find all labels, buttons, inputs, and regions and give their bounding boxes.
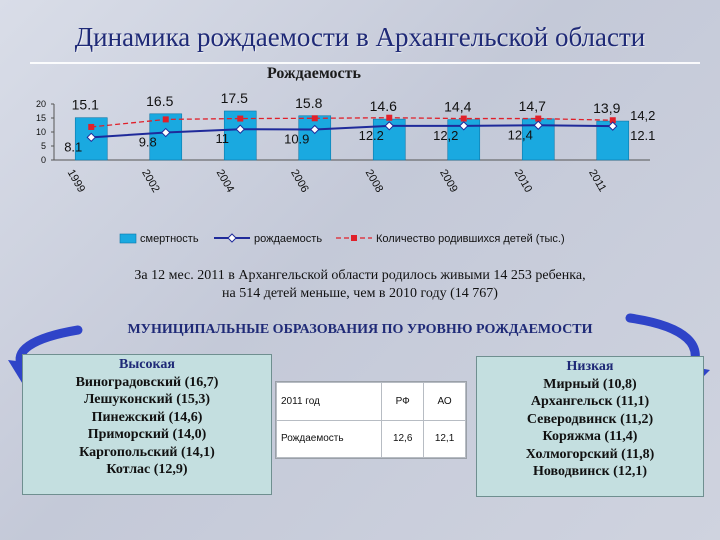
bar-value-label: 15.1 (71, 96, 99, 113)
bar-value-label: 15.8 (295, 94, 323, 111)
children-count-value-label: 14,2 (630, 108, 656, 124)
slide-title: Динамика рождаемости в Архангельской области (74, 22, 646, 52)
birth-rate-value-label: 9.8 (138, 134, 157, 150)
low-item: Коряжма (11,4) (542, 429, 638, 444)
legend-label-mortality: смертность (140, 233, 199, 245)
comparison-ao-header: АО (424, 383, 466, 421)
birth-rate-value-label: 10.9 (284, 131, 310, 147)
low-birth-rate-box (476, 356, 704, 497)
high-heading: Высокая (119, 357, 175, 372)
x-tick-label: 2004 (213, 167, 237, 195)
comparison-table (275, 381, 467, 459)
y-tick-label: 0 (40, 155, 46, 165)
bar-value-label: 16.5 (146, 92, 174, 109)
x-tick-label: 2008 (362, 167, 386, 195)
comparison-rf-header: РФ (382, 383, 424, 421)
y-tick-label: 20 (35, 99, 46, 109)
comparison-ao-value: 12,1 (424, 420, 466, 458)
comparison-year-cell: 2011 год (277, 383, 382, 421)
low-item: Северодвинск (11,2) (526, 411, 654, 427)
summary-line-2: на 514 детей меньше, чем в 2010 году (14 767) (222, 286, 498, 301)
high-birth-rate-box (22, 354, 272, 495)
birth-rate-value-label: 8.1 (64, 139, 83, 155)
bar-value-label: 14,7 (518, 97, 546, 114)
birth-rate-value-label: 12,2 (433, 127, 459, 143)
birth-rate-value-label: 12.2 (358, 127, 384, 143)
bar-value-label: 17.5 (220, 90, 248, 106)
x-tick-label: 2006 (288, 167, 311, 195)
birth-rate-value-label: 12,4 (507, 127, 533, 143)
high-item: Виноградовский (16,7) (75, 374, 219, 390)
summary-line-1: За 12 мес. 2011 в Архангельской области родилось живыми 14 253 ребенка, (134, 268, 586, 283)
birth-rate-value-label: 12.1 (630, 128, 656, 144)
low-item: Архангельск (11,1) (530, 394, 650, 409)
legend-label-birth-rate: рождаемость (254, 233, 323, 245)
bar-value-label: 13,9 (593, 100, 621, 117)
high-item: Пинежский (14,6) (91, 409, 203, 425)
comparison-header-row (277, 383, 466, 421)
x-tick-label: 2002 (139, 167, 162, 195)
low-item: Холмогорский (11,8) (525, 446, 655, 462)
y-tick-label: 10 (35, 127, 46, 137)
x-tick-label: 1999 (64, 167, 88, 195)
legend-label-children-count: Количество родившихся детей (тыс.) (376, 233, 565, 245)
x-tick-label: 2010 (511, 167, 535, 195)
birth-rate-value-label: 11 (215, 131, 229, 147)
x-tick-label: 2011 (586, 167, 609, 194)
bar-value-label: 14,4 (444, 98, 472, 115)
high-item: Приморский (14,0) (87, 427, 207, 442)
high-item: Котлас (12,9) (106, 462, 188, 477)
section-heading: МУНИЦИПАЛЬНЫЕ ОБРАЗОВАНИЯ ПО УРОВНЮ РОЖДАЕМОСТИ (127, 322, 593, 337)
high-item: Лешуконский (15,3) (83, 392, 211, 407)
chart-title: Рождаемость (267, 65, 361, 82)
low-item: Новодвинск (12,1) (533, 464, 647, 479)
low-heading: Низкая (566, 359, 614, 374)
comparison-value-row (277, 420, 466, 458)
bar-value-label: 14.6 (369, 98, 397, 115)
comparison-rf-value: 12,6 (382, 420, 424, 458)
comparison-metric-cell: Рождаемость (277, 420, 382, 458)
y-tick-label: 5 (40, 141, 46, 151)
high-item: Каргопольский (14,1) (79, 444, 215, 460)
low-item: Мирный (10,8) (543, 376, 637, 392)
x-tick-label: 2009 (437, 167, 460, 195)
y-tick-label: 15 (35, 113, 46, 123)
